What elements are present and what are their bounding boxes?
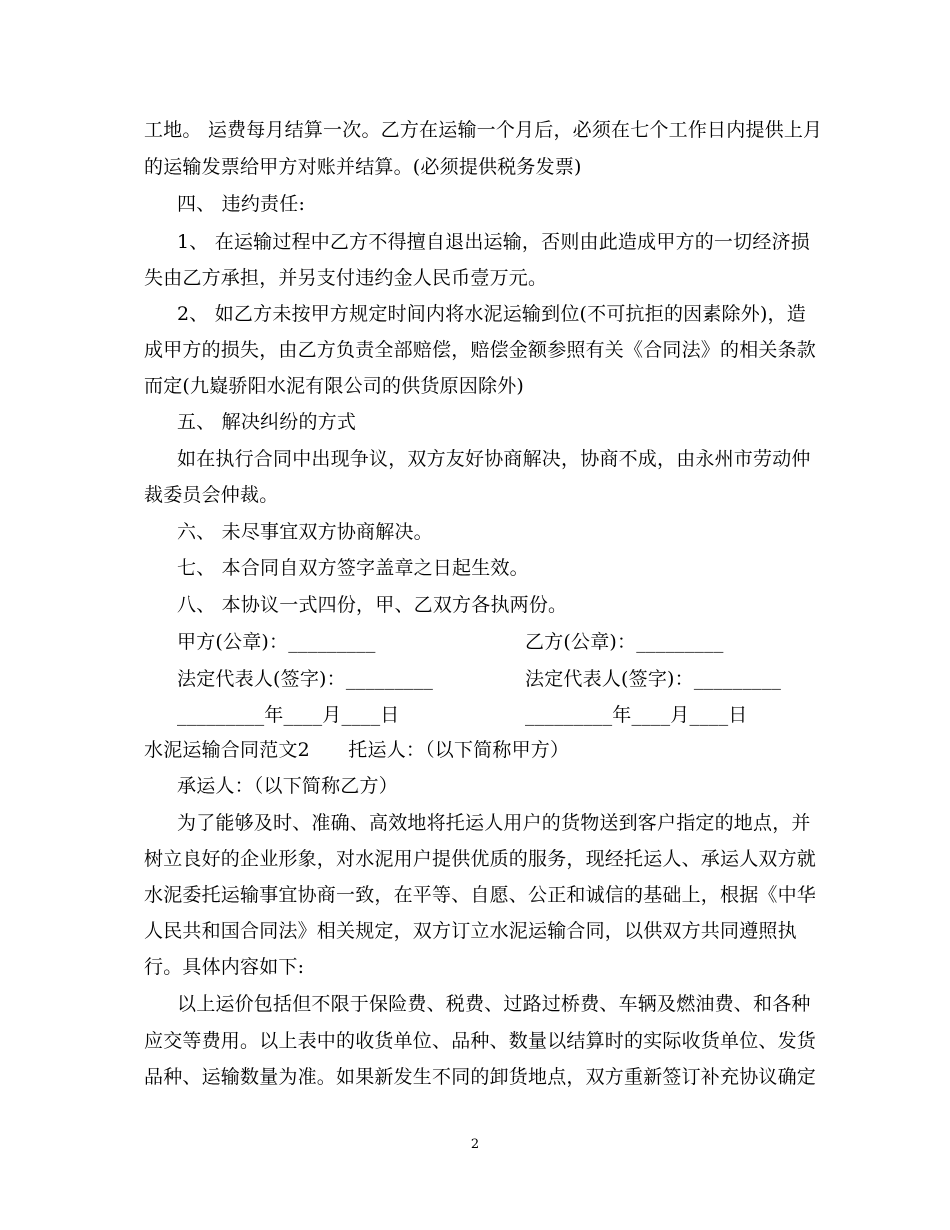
section-heading-effective: 七、 本合同自双方签字盖章之日起生效。 bbox=[177, 557, 529, 579]
paragraph-line: 以上运价包括但不限于保险费、税费、过路过桥费、车辆及燃油费、和各种 bbox=[177, 993, 811, 1015]
party-a-seal-field: 甲方(公章)：_________ bbox=[177, 631, 376, 653]
paragraph-line: 1、 在运输过程中乙方不得擅自退出运输，否则由此造成甲方的一切经济损 bbox=[177, 231, 810, 253]
paragraph-line: 裁委员会仲裁。 bbox=[144, 484, 279, 506]
party-a-representative-field: 法定代表人(签字)：_________ bbox=[177, 668, 434, 690]
party-b-seal-field: 乙方(公章)：_________ bbox=[525, 631, 724, 653]
paragraph-line: 工地。 运费每月结算一次。乙方在运输一个月后，必须在七个工作日内提供上月 bbox=[144, 119, 823, 141]
party-a-date-field: _________年____月____日 bbox=[177, 704, 400, 726]
page-number: 2 bbox=[470, 1137, 480, 1152]
paragraph-line: 的运输发票给甲方对账并结算。(必须提供税务发票) bbox=[144, 156, 582, 178]
paragraph-line: 为了能够及时、准确、高效地将托运人用户的货物送到客户指定的地点，并 bbox=[177, 812, 811, 834]
party-b-date-field: _________年____月____日 bbox=[525, 704, 748, 726]
paragraph-line: 如在执行合同中出现争议，双方友好协商解决，协商不成，由永州市劳动仲 bbox=[177, 448, 811, 470]
paragraph-line: 成甲方的损失，由乙方负责全部赔偿，赔偿金额参照有关《合同法》的相关条款 bbox=[144, 339, 817, 361]
section-heading-misc: 六、 未尽事宜双方协商解决。 bbox=[177, 521, 433, 543]
section-heading-dispute: 五、 解决纠纷的方式 bbox=[177, 411, 357, 433]
carrier-line: 承运人：（以下简称乙方） bbox=[177, 775, 398, 797]
paragraph-line: 人民共和国合同法》相关规定，双方订立水泥运输合同，以供双方共同遵照执 bbox=[144, 920, 797, 942]
section-heading-breach: 四、 违约责任: bbox=[177, 193, 306, 215]
paragraph-line: 行。具体内容如下: bbox=[144, 956, 305, 978]
paragraph-line: 水泥委托运输事宜协商一致，在平等、自愿、公正和诚信的基础上，根据《中华 bbox=[144, 884, 817, 906]
paragraph-line: 2、 如乙方未按甲方规定时间内将水泥运输到位(不可抗拒的因素除外)，造 bbox=[177, 303, 806, 325]
section-heading-copies: 八、 本协议一式四份，甲、乙双方各执两份。 bbox=[177, 594, 568, 616]
sample-2-heading: 水泥运输合同范文2 托运人：（以下简称甲方） bbox=[144, 739, 570, 761]
paragraph-line: 树立良好的企业形象，对水泥用户提供优质的服务，现经托运人、承运人双方就 bbox=[144, 848, 817, 870]
paragraph-line: 应交等费用。以上表中的收货单位、品种、数量以结算时的实际收货单位、发货 bbox=[144, 1030, 817, 1052]
party-b-representative-field: 法定代表人(签字)：_________ bbox=[525, 668, 782, 690]
paragraph-line: 而定(九嶷骄阳水泥有限公司的供货原因除外) bbox=[144, 375, 525, 397]
paragraph-line: 品种、运输数量为准。如果新发生不同的卸货地点，双方重新签订补充协议确定 bbox=[144, 1066, 817, 1088]
paragraph-line: 失由乙方承担，并另支付违约金人民币壹万元。 bbox=[144, 267, 548, 289]
